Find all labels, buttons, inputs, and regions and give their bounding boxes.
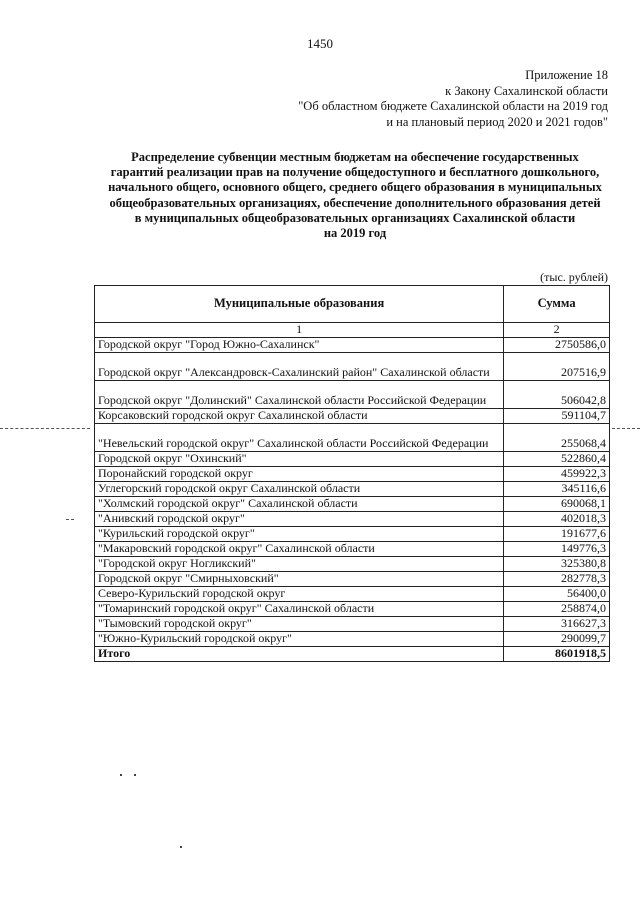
- municipality-name: "Тымовский городской округ": [95, 616, 504, 631]
- column-index-1: 1: [95, 323, 504, 338]
- municipality-amount: 149776,3: [504, 541, 610, 556]
- table-row: [95, 337, 610, 352]
- municipality-amount: 258874,0: [504, 601, 610, 616]
- title-line-4: общеобразовательных организациях, обеспечение дополнительного образования детей: [109, 195, 601, 210]
- table-row: [95, 352, 610, 380]
- title-line-6: на 2019 год: [323, 226, 387, 241]
- municipality-name: "Анивский городской округ": [95, 511, 504, 526]
- municipality-name: "Городской округ Ногликский": [95, 556, 504, 571]
- units-label: (тыс. рублей): [540, 270, 608, 284]
- municipality-name: "Курильский городской округ": [95, 526, 504, 541]
- municipality-amount: 591104,7: [504, 408, 610, 423]
- table-row: [95, 481, 610, 496]
- column-index-2: 2: [504, 323, 610, 338]
- municipality-name: "Макаровский городской округ" Сахалинской области: [95, 541, 504, 556]
- table-header-row: [95, 286, 610, 323]
- municipality-amount: 459922,3: [504, 466, 610, 481]
- table-row: [95, 451, 610, 466]
- document-title: [100, 150, 610, 241]
- table-row: [95, 571, 610, 586]
- scan-artifact-line: [612, 428, 640, 429]
- municipality-amount: 522860,4: [504, 451, 610, 466]
- scan-speck: [120, 774, 122, 776]
- municipality-name: "Томаринский городской округ" Сахалинской области: [95, 601, 504, 616]
- title-line-3: начального общего, основного общего, среднего общего образования в муниципальных: [108, 180, 602, 195]
- municipality-amount: 690068,1: [504, 496, 610, 511]
- title-line-1: Распределение субвенции местным бюджетам на обеспечение государственных: [131, 150, 579, 164]
- scan-artifact-line: [0, 428, 90, 429]
- appendix-reference: [298, 68, 608, 130]
- municipality-name: Углегорский городской округ Сахалинской области: [95, 481, 504, 496]
- municipality-name: Городской округ "Смирныховский": [95, 571, 504, 586]
- header-municipality: Муниципальные образования: [95, 286, 504, 323]
- table-row: [95, 408, 610, 423]
- municipality-name: Поронайский городской округ: [95, 466, 504, 481]
- table-row: [95, 423, 610, 451]
- column-index-row: [95, 323, 610, 338]
- table-row: [95, 526, 610, 541]
- municipality-amount: 191677,6: [504, 526, 610, 541]
- municipality-name: Городской округ "Город Южно-Сахалинск": [95, 337, 504, 352]
- table-row: [95, 466, 610, 481]
- table-body: [95, 323, 610, 662]
- scan-artifact-line: [66, 519, 74, 520]
- table-row: [95, 616, 610, 631]
- table-row: [95, 601, 610, 616]
- municipality-name: Городской округ "Охинский": [95, 451, 504, 466]
- municipality-name: Северо-Курильский городской округ: [95, 586, 504, 601]
- municipality-amount: 56400,0: [504, 586, 610, 601]
- municipality-name: Городской округ "Долинский" Сахалинской области Российской Федерации: [95, 380, 504, 408]
- table-row: [95, 631, 610, 646]
- scan-speck: [134, 774, 136, 776]
- municipality-amount: 255068,4: [504, 423, 610, 451]
- total-row: [95, 646, 610, 661]
- appendix-line-4: и на плановый период 2020 и 2021 годов": [386, 114, 608, 129]
- page-number: 1450: [307, 36, 333, 51]
- municipality-name: Городской округ "Александровск-Сахалинский район" Сахалинской области: [95, 352, 504, 380]
- municipality-amount: 290099,7: [504, 631, 610, 646]
- table-row: [95, 496, 610, 511]
- municipality-name: "Холмский городской округ" Сахалинской области: [95, 496, 504, 511]
- total-amount: 8601918,5: [504, 646, 610, 661]
- table-row: [95, 556, 610, 571]
- municipality-amount: 207516,9: [504, 352, 610, 380]
- municipality-name: "Невельский городской округ" Сахалинской области Российской Федерации: [95, 423, 504, 451]
- total-label: Итого: [95, 646, 504, 661]
- title-line-2: гарантий реализации прав на получение общедоступного и бесплатного дошкольного,: [110, 165, 600, 180]
- scan-speck: [180, 846, 182, 848]
- municipality-amount: 345116,6: [504, 481, 610, 496]
- municipality-amount: 325380,8: [504, 556, 610, 571]
- appendix-line-1: Приложение 18: [525, 68, 608, 82]
- municipality-amount: 402018,3: [504, 511, 610, 526]
- header-amount: Сумма: [504, 286, 610, 323]
- municipality-amount: 282778,3: [504, 571, 610, 586]
- municipality-name: Корсаковский городской округ Сахалинской области: [95, 408, 504, 423]
- table-row: [95, 586, 610, 601]
- table-row: [95, 511, 610, 526]
- appendix-line-3: "Об областном бюджете Сахалинской области на 2019 год: [298, 99, 608, 113]
- title-line-5: в муниципальных общеобразовательных организациях Сахалинской области: [134, 210, 576, 225]
- municipality-amount: 2750586,0: [504, 337, 610, 352]
- municipality-name: "Южно-Курильский городской округ": [95, 631, 504, 646]
- table-row: [95, 380, 610, 408]
- table-row: [95, 541, 610, 556]
- subvention-table: [94, 285, 610, 662]
- appendix-line-2: к Закону Сахалинской области: [445, 83, 608, 98]
- municipality-amount: 316627,3: [504, 616, 610, 631]
- municipality-amount: 506042,8: [504, 380, 610, 408]
